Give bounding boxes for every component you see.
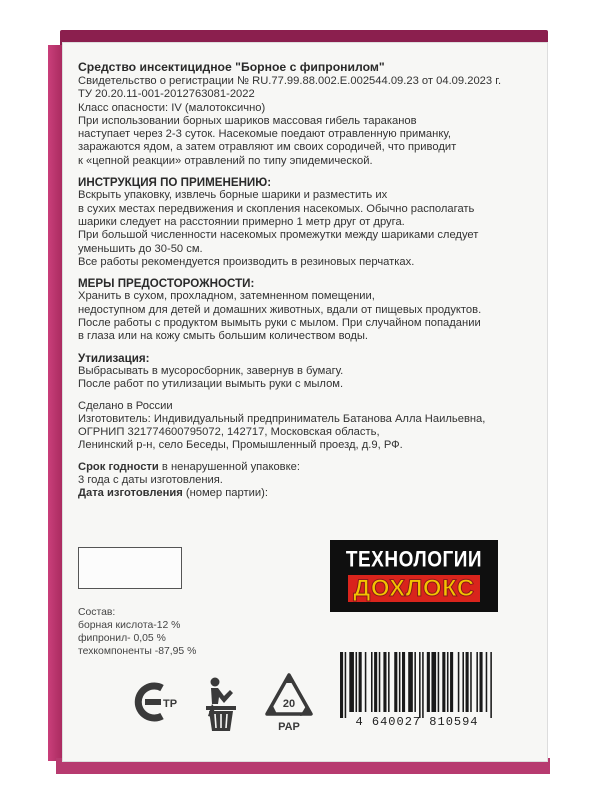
barcode-number: 4 640027 810594 [355,715,479,729]
barcode-bar [462,652,464,712]
disposal-heading: Утилизация: [78,351,150,365]
brand-line-2: ДОХЛОКС [348,575,480,602]
barcode-bar [486,652,488,712]
instructions-heading: ИНСТРУКЦИЯ ПО ПРИМЕНЕНИЮ: [78,176,272,190]
composition [78,606,196,658]
shelf-life-label: Срок годности [78,460,159,473]
manufacturer [78,413,528,453]
composition-item: борная кислота-12 % [78,620,181,631]
instruction-line: Вскрыть упаковку, извлечь борные шарики и разместить их [78,189,388,202]
made-in: Сделано в России [78,399,173,412]
hazard-class: Класс опасности: IV (малотоксично) [78,101,266,114]
barcode-bar [388,652,390,712]
instruction-line: уменьшить до 30-50 см. [78,242,203,255]
manufacturer-line: Ленинский р-н, село Беседы, Промышленный проезд, д.9, РФ. [78,439,403,452]
barcode-bar [349,652,354,712]
description-line: к «цепной реакции» отравлений по типу эпидемической. [78,154,373,167]
barcode-bar [427,652,430,712]
precautions [78,290,528,343]
shelf-life [78,461,528,474]
disposal-line: Выбрасывать в мусоросборник, завернув в бумагу. [78,364,344,377]
barcode-bar [447,652,449,712]
barcode-bar [394,652,397,712]
composition-item: фипронил- 0,05 % [78,633,166,644]
production-date [78,487,528,500]
brand-logo [330,540,498,612]
barcode-bar [365,652,367,712]
batch-number-box [78,547,182,589]
instruction-line: При большой численности насекомых промежутки между шариками следует [78,229,479,242]
description [78,115,528,168]
precaution-line: После работы с продуктом вымыть руки с мылом. При случайном попадании [78,317,481,330]
barcode-bar [419,652,421,718]
description-line: заражаются ядом, а затем отравляют им своих сородичей, что приводит [78,141,457,154]
barcode-bar [374,652,377,712]
packaging-icons [132,672,342,732]
barcode-bar [402,652,405,712]
label-text [78,60,528,501]
shelf-life-text: в ненарушенной упаковке: [158,460,300,473]
recycle-code: 20 [282,698,296,710]
barcode-bar [431,652,436,712]
barcode-bar [442,652,445,712]
barcode-bar [408,652,413,712]
barcode [332,650,502,720]
composition-heading: Состав: [78,607,116,618]
barcode-bar [476,652,478,712]
instruction-line: шарики следует на расстоянии примерно 1 метр друг от друга. [78,215,405,228]
barcode-bar [466,652,469,712]
manufacturer-line: Изготовитель: Индивидуальный предприниматель Батанова Алла Наильевна, [78,412,486,425]
barcode-bar [438,652,440,712]
barcode-bar [422,652,424,718]
description-line: При использовании борных шариков массовая гибель тараканов [78,114,417,127]
composition-item: техкомпоненты -87,95 % [78,646,197,657]
barcode-bar [371,652,373,712]
barcode-bar [359,652,362,712]
shelf-life-value: 3 года с даты изготовления. [78,474,223,487]
disposal [78,365,528,392]
svg-text:TP: TP [163,698,178,710]
registration: Свидетельство о регистрации № RU.77.99.88.002.E.002544.09.23 от 04.09.2023 г. [78,75,502,87]
recycle-material: PAP [278,721,300,733]
brand-line-1: ТЕХНОЛОГИИ [345,548,483,573]
barcode-bar [414,652,416,712]
barcode-bar [480,652,483,712]
eac-mark-icon [132,680,180,724]
precautions-heading: МЕРЫ ПРЕДОСТОРОЖНОСТИ: [78,277,255,291]
production-date-label: Дата изготовления [78,487,183,500]
barcode-bar [470,652,472,712]
dispose-in-bin-icon [202,676,244,732]
barcode-bar [340,652,343,718]
product-title: Средство инсектицидное "Борное с фипронилом" [78,60,385,74]
precaution-line: в глаза или на кожу смыть большим количеством воды. [78,330,369,343]
disposal-line: После работ по утилизации вымыть руки с мылом. [78,378,344,391]
production-date-text: (номер партии): [182,487,268,500]
barcode-bar [450,652,453,712]
instruction-line: в сухих местах передвижения и скопления насекомых. Обычно располагать [78,202,475,215]
barcode-bar [345,652,347,718]
manufacturer-line: ОГРНИП 321774600795072, 142717, Московская область, [78,426,380,439]
recycle-icon [262,672,316,734]
barcode-bar [458,652,460,712]
barcode-bar [399,652,401,712]
barcode-bar [383,652,386,712]
instruction-line: Все работы рекомендуется производить в резиновых перчатках. [78,255,415,268]
instructions [78,189,528,269]
precaution-line: Хранить в сухом, прохладном, затемненном помещении, [78,290,375,303]
barcode-bar [379,652,381,712]
precaution-line: недоступном для детей и домашних животных, вдали от пищевых продуктов. [78,303,482,316]
barcode-bar [490,652,492,718]
barcode-bar [356,652,358,712]
tech-spec: ТУ 20.20.11-001-2012763081-2022 [78,88,255,101]
description-line: наступает через 2-3 суток. Насекомые поедают отравленную приманку, [78,128,451,141]
